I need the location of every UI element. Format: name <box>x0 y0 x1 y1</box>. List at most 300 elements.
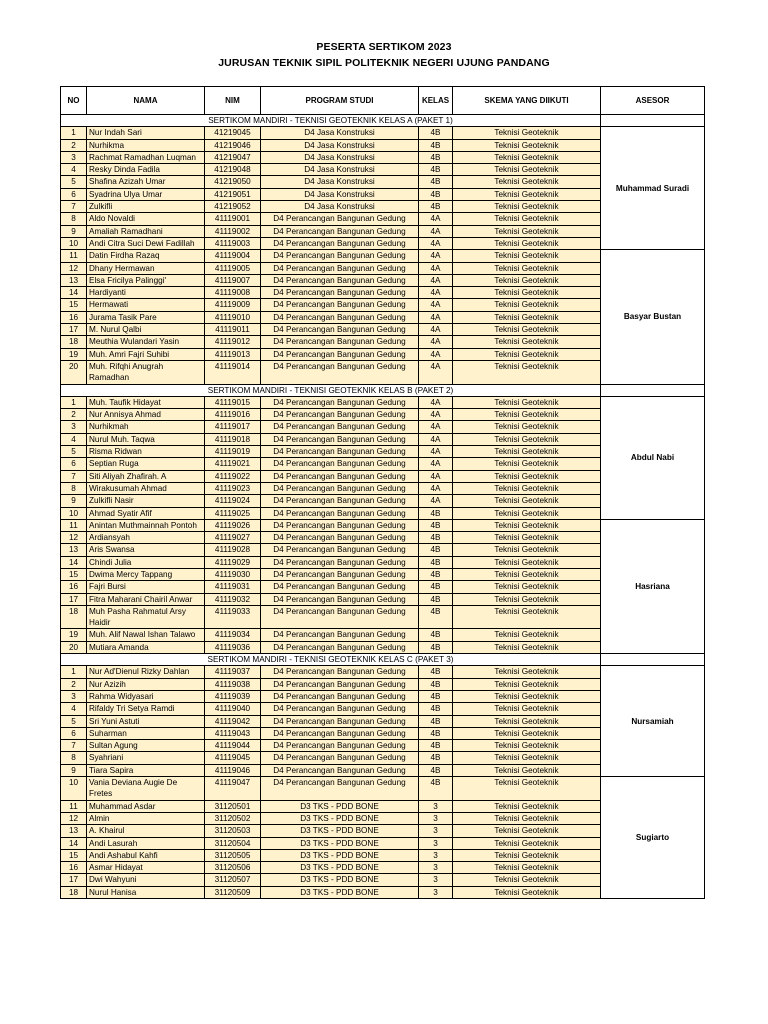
section-asesor-blank <box>601 115 705 127</box>
cell-program-studi: D4 Perancangan Bangunan Gedung <box>261 727 419 739</box>
cell-no: 17 <box>61 874 87 886</box>
cell-kelas: 4B <box>419 164 453 176</box>
table-body <box>61 115 705 899</box>
cell-program-studi: D4 Perancangan Bangunan Gedung <box>261 752 419 764</box>
table-row <box>61 777 705 801</box>
cell-no: 7 <box>61 740 87 752</box>
cell-nim: 41119027 <box>205 532 261 544</box>
cell-no: 10 <box>61 507 87 519</box>
cell-no: 20 <box>61 641 87 653</box>
cell-nama: Nur Indah Sari <box>87 127 205 139</box>
cell-program-studi: D4 Jasa Konstruksi <box>261 201 419 213</box>
cell-nama: Rachmat Ramadhan Luqman <box>87 151 205 163</box>
document-title: PESERTA SERTIKOM 2023 <box>316 41 452 53</box>
cell-kelas: 4B <box>419 727 453 739</box>
cell-nim: 41119019 <box>205 446 261 458</box>
cell-no: 13 <box>61 825 87 837</box>
cell-kelas: 4B <box>419 703 453 715</box>
cell-no: 15 <box>61 299 87 311</box>
cell-program-studi: D4 Perancangan Bangunan Gedung <box>261 396 419 408</box>
cell-skema: Teknisi Geoteknik <box>453 777 601 801</box>
cell-kelas: 3 <box>419 874 453 886</box>
cell-nama: Aldo Novaldi <box>87 213 205 225</box>
cell-program-studi: D4 Perancangan Bangunan Gedung <box>261 690 419 702</box>
cell-skema: Teknisi Geoteknik <box>453 287 601 299</box>
cell-skema: Teknisi Geoteknik <box>453 360 601 384</box>
cell-skema: Teknisi Geoteknik <box>453 507 601 519</box>
cell-no: 16 <box>61 581 87 593</box>
cell-nama: Wirakusumah Ahmad <box>87 482 205 494</box>
cell-no: 11 <box>61 250 87 262</box>
cell-nama: Almin <box>87 812 205 824</box>
cell-program-studi: D4 Perancangan Bangunan Gedung <box>261 568 419 580</box>
cell-no: 1 <box>61 396 87 408</box>
cell-nim: 41119038 <box>205 678 261 690</box>
cell-skema: Teknisi Geoteknik <box>453 849 601 861</box>
cell-skema: Teknisi Geoteknik <box>453 862 601 874</box>
cell-skema: Teknisi Geoteknik <box>453 250 601 262</box>
cell-nama: Hermawati <box>87 299 205 311</box>
cell-skema: Teknisi Geoteknik <box>453 151 601 163</box>
cell-nim: 31120505 <box>205 849 261 861</box>
cell-skema: Teknisi Geoteknik <box>453 556 601 568</box>
cell-nama: Septian Ruga <box>87 458 205 470</box>
cell-nama: Mutiara Amanda <box>87 641 205 653</box>
cell-skema: Teknisi Geoteknik <box>453 568 601 580</box>
cell-program-studi: D4 Perancangan Bangunan Gedung <box>261 507 419 519</box>
cell-kelas: 4A <box>419 225 453 237</box>
cell-no: 8 <box>61 482 87 494</box>
cell-skema: Teknisi Geoteknik <box>453 874 601 886</box>
cell-kelas: 4A <box>419 421 453 433</box>
cell-skema: Teknisi Geoteknik <box>453 740 601 752</box>
cell-skema: Teknisi Geoteknik <box>453 886 601 898</box>
cell-kelas: 4A <box>419 348 453 360</box>
cell-skema: Teknisi Geoteknik <box>453 727 601 739</box>
cell-program-studi: D3 TKS - PDD BONE <box>261 825 419 837</box>
cell-nama: Aris Swansa <box>87 544 205 556</box>
cell-no: 16 <box>61 862 87 874</box>
cell-nim: 41119007 <box>205 274 261 286</box>
cell-nama: Tiara Sapira <box>87 764 205 776</box>
table-row <box>61 127 705 139</box>
cell-skema: Teknisi Geoteknik <box>453 446 601 458</box>
cell-kelas: 4A <box>419 287 453 299</box>
cell-nim: 41119045 <box>205 752 261 764</box>
cell-skema: Teknisi Geoteknik <box>453 348 601 360</box>
cell-nama: Fajri Bursi <box>87 581 205 593</box>
cell-nama: A. Khairul <box>87 825 205 837</box>
cell-nim: 41119015 <box>205 396 261 408</box>
cell-kelas: 4B <box>419 666 453 678</box>
cell-nim: 41119021 <box>205 458 261 470</box>
cell-skema: Teknisi Geoteknik <box>453 396 601 408</box>
cell-kelas: 4B <box>419 678 453 690</box>
cell-nama: Nurul Muh. Taqwa <box>87 433 205 445</box>
cell-nim: 41119037 <box>205 666 261 678</box>
cell-nim: 41119025 <box>205 507 261 519</box>
cell-no: 6 <box>61 188 87 200</box>
cell-nama: Chindi Julia <box>87 556 205 568</box>
cell-no: 7 <box>61 201 87 213</box>
cell-program-studi: D4 Perancangan Bangunan Gedung <box>261 348 419 360</box>
cell-no: 12 <box>61 262 87 274</box>
cell-nim: 41119030 <box>205 568 261 580</box>
cell-program-studi: D4 Perancangan Bangunan Gedung <box>261 544 419 556</box>
cell-nim: 41119040 <box>205 703 261 715</box>
cell-kelas: 4B <box>419 568 453 580</box>
cell-kelas: 4B <box>419 556 453 568</box>
cell-nama: Siti Aliyah Zhafirah. A <box>87 470 205 482</box>
cell-nama: Rahma Widyasari <box>87 690 205 702</box>
cell-skema: Teknisi Geoteknik <box>453 812 601 824</box>
cell-skema: Teknisi Geoteknik <box>453 715 601 727</box>
cell-kelas: 4B <box>419 764 453 776</box>
cell-program-studi: D4 Perancangan Bangunan Gedung <box>261 703 419 715</box>
cell-nama: Nurhikmah <box>87 421 205 433</box>
cell-program-studi: D4 Perancangan Bangunan Gedung <box>261 360 419 384</box>
cell-program-studi: D4 Perancangan Bangunan Gedung <box>261 336 419 348</box>
cell-no: 1 <box>61 127 87 139</box>
cell-nim: 41119034 <box>205 629 261 641</box>
cell-nama: Anintan Muthmainnah Pontoh <box>87 519 205 531</box>
cell-kelas: 4B <box>419 715 453 727</box>
cell-nim: 41119023 <box>205 482 261 494</box>
cell-program-studi: D4 Perancangan Bangunan Gedung <box>261 666 419 678</box>
cell-program-studi: D4 Perancangan Bangunan Gedung <box>261 605 419 629</box>
cell-no: 3 <box>61 690 87 702</box>
cell-skema: Teknisi Geoteknik <box>453 581 601 593</box>
document-subtitle: JURUSAN TEKNIK SIPIL POLITEKNIK NEGERI UJUNG PANDANG <box>218 57 550 69</box>
cell-skema: Teknisi Geoteknik <box>453 188 601 200</box>
cell-nim: 41119026 <box>205 519 261 531</box>
cell-skema: Teknisi Geoteknik <box>453 764 601 776</box>
cell-program-studi: D4 Perancangan Bangunan Gedung <box>261 482 419 494</box>
cell-program-studi: D4 Jasa Konstruksi <box>261 127 419 139</box>
cell-no: 15 <box>61 568 87 580</box>
cell-nama: Muh. Alif Nawal Ishan Talawo <box>87 629 205 641</box>
cell-kelas: 4B <box>419 532 453 544</box>
cell-program-studi: D4 Perancangan Bangunan Gedung <box>261 421 419 433</box>
cell-skema: Teknisi Geoteknik <box>453 752 601 764</box>
cell-nim: 41119009 <box>205 299 261 311</box>
cell-nama: Elsa Fricilya Palinggi' <box>87 274 205 286</box>
cell-skema: Teknisi Geoteknik <box>453 433 601 445</box>
cell-skema: Teknisi Geoteknik <box>453 666 601 678</box>
cell-skema: Teknisi Geoteknik <box>453 605 601 629</box>
cell-no: 4 <box>61 703 87 715</box>
cell-nim: 41119029 <box>205 556 261 568</box>
cell-skema: Teknisi Geoteknik <box>453 274 601 286</box>
cell-nim: 31120507 <box>205 874 261 886</box>
cell-no: 3 <box>61 151 87 163</box>
cell-no: 17 <box>61 593 87 605</box>
cell-no: 16 <box>61 311 87 323</box>
section-row <box>61 654 705 666</box>
cell-program-studi: D4 Jasa Konstruksi <box>261 139 419 151</box>
cell-kelas: 4A <box>419 360 453 384</box>
cell-nama: Zulkifli <box>87 201 205 213</box>
cell-kelas: 4B <box>419 690 453 702</box>
cell-skema: Teknisi Geoteknik <box>453 164 601 176</box>
section-title: SERTIKOM MANDIRI - TEKNISI GEOTEKNIK KELAS C (PAKET 3) <box>61 654 601 666</box>
cell-kelas: 4A <box>419 299 453 311</box>
cell-nim: 41119011 <box>205 324 261 336</box>
cell-kelas: 4A <box>419 470 453 482</box>
cell-nim: 41119022 <box>205 470 261 482</box>
cell-no: 7 <box>61 470 87 482</box>
cell-program-studi: D3 TKS - PDD BONE <box>261 800 419 812</box>
cell-nim: 41119033 <box>205 605 261 629</box>
cell-program-studi: D4 Perancangan Bangunan Gedung <box>261 274 419 286</box>
cell-nim: 41119043 <box>205 727 261 739</box>
cell-skema: Teknisi Geoteknik <box>453 690 601 702</box>
cell-skema: Teknisi Geoteknik <box>453 262 601 274</box>
cell-skema: Teknisi Geoteknik <box>453 641 601 653</box>
cell-nama: Ardiansyah <box>87 532 205 544</box>
cell-program-studi: D4 Jasa Konstruksi <box>261 188 419 200</box>
cell-program-studi: D4 Perancangan Bangunan Gedung <box>261 311 419 323</box>
cell-kelas: 4B <box>419 752 453 764</box>
asesor-cell: Abdul Nabi <box>601 396 705 519</box>
cell-nama: Hardiyanti <box>87 287 205 299</box>
cell-program-studi: D3 TKS - PDD BONE <box>261 837 419 849</box>
cell-nama: Muhammad Asdar <box>87 800 205 812</box>
cell-nim: 41119004 <box>205 250 261 262</box>
cell-nama: Nur Ad'Dienul Rizky Dahlan <box>87 666 205 678</box>
cell-skema: Teknisi Geoteknik <box>453 593 601 605</box>
cell-no: 17 <box>61 324 87 336</box>
cell-nim: 41219045 <box>205 127 261 139</box>
cell-kelas: 4A <box>419 458 453 470</box>
cell-skema: Teknisi Geoteknik <box>453 176 601 188</box>
asesor-cell: Muhammad Suradi <box>601 127 705 250</box>
cell-program-studi: D4 Perancangan Bangunan Gedung <box>261 519 419 531</box>
cell-kelas: 4B <box>419 201 453 213</box>
cell-program-studi: D4 Perancangan Bangunan Gedung <box>261 740 419 752</box>
cell-no: 4 <box>61 433 87 445</box>
cell-no: 18 <box>61 336 87 348</box>
cell-program-studi: D4 Perancangan Bangunan Gedung <box>261 764 419 776</box>
cell-nim: 41219048 <box>205 164 261 176</box>
cell-skema: Teknisi Geoteknik <box>453 825 601 837</box>
cell-kelas: 4A <box>419 446 453 458</box>
cell-skema: Teknisi Geoteknik <box>453 837 601 849</box>
cell-nim: 41119003 <box>205 237 261 249</box>
cell-nim: 41119002 <box>205 225 261 237</box>
cell-nama: Shafina Azizah Umar <box>87 176 205 188</box>
cell-no: 6 <box>61 458 87 470</box>
cell-no: 19 <box>61 629 87 641</box>
cell-program-studi: D3 TKS - PDD BONE <box>261 862 419 874</box>
cell-kelas: 4A <box>419 433 453 445</box>
cell-nama: Dwi Wahyuni <box>87 874 205 886</box>
cell-kelas: 3 <box>419 862 453 874</box>
asesor-cell: Basyar Bustan <box>601 250 705 384</box>
cell-nama: Jurama Tasik Pare <box>87 311 205 323</box>
cell-nim: 41119036 <box>205 641 261 653</box>
cell-kelas: 4A <box>419 237 453 249</box>
asesor-cell: Sugiarto <box>601 777 705 899</box>
cell-kelas: 4B <box>419 593 453 605</box>
section-asesor-blank <box>601 654 705 666</box>
cell-nama: Risma Ridwan <box>87 446 205 458</box>
cell-nim: 31120509 <box>205 886 261 898</box>
cell-nim: 31120503 <box>205 825 261 837</box>
cell-kelas: 4B <box>419 777 453 801</box>
header-program-studi: PROGRAM STUDI <box>261 87 419 115</box>
cell-nim: 41119016 <box>205 409 261 421</box>
cell-skema: Teknisi Geoteknik <box>453 678 601 690</box>
cell-program-studi: D4 Perancangan Bangunan Gedung <box>261 678 419 690</box>
cell-nama: Ahmad Syatir Afif <box>87 507 205 519</box>
cell-no: 19 <box>61 348 87 360</box>
cell-program-studi: D4 Perancangan Bangunan Gedung <box>261 299 419 311</box>
cell-nama: Nurhikma <box>87 139 205 151</box>
cell-no: 13 <box>61 274 87 286</box>
cell-skema: Teknisi Geoteknik <box>453 409 601 421</box>
cell-no: 14 <box>61 287 87 299</box>
table-row <box>61 519 705 531</box>
cell-kelas: 3 <box>419 812 453 824</box>
cell-program-studi: D4 Perancangan Bangunan Gedung <box>261 458 419 470</box>
cell-kelas: 4B <box>419 188 453 200</box>
cell-skema: Teknisi Geoteknik <box>453 139 601 151</box>
cell-no: 5 <box>61 715 87 727</box>
cell-no: 2 <box>61 409 87 421</box>
cell-kelas: 3 <box>419 886 453 898</box>
cell-nim: 41119028 <box>205 544 261 556</box>
cell-kelas: 4A <box>419 213 453 225</box>
cell-nama: Resky Dinda Fadila <box>87 164 205 176</box>
section-row <box>61 115 705 127</box>
cell-skema: Teknisi Geoteknik <box>453 800 601 812</box>
cell-no: 18 <box>61 605 87 629</box>
cell-no: 12 <box>61 812 87 824</box>
cell-nim: 41119024 <box>205 495 261 507</box>
cell-nama: Nur Annisya Ahmad <box>87 409 205 421</box>
cell-no: 10 <box>61 237 87 249</box>
cell-no: 2 <box>61 139 87 151</box>
cell-nim: 41119008 <box>205 287 261 299</box>
cell-nim: 41119018 <box>205 433 261 445</box>
cell-kelas: 4A <box>419 262 453 274</box>
cell-program-studi: D4 Perancangan Bangunan Gedung <box>261 433 419 445</box>
cell-program-studi: D4 Perancangan Bangunan Gedung <box>261 556 419 568</box>
asesor-cell: Hasriana <box>601 519 705 653</box>
cell-no: 18 <box>61 886 87 898</box>
cell-nim: 41219051 <box>205 188 261 200</box>
cell-nim: 41219052 <box>205 201 261 213</box>
cell-skema: Teknisi Geoteknik <box>453 519 601 531</box>
header-skema: SKEMA YANG DIIKUTI <box>453 87 601 115</box>
cell-program-studi: D3 TKS - PDD BONE <box>261 849 419 861</box>
cell-program-studi: D4 Perancangan Bangunan Gedung <box>261 225 419 237</box>
cell-no: 11 <box>61 800 87 812</box>
cell-no: 5 <box>61 176 87 188</box>
cell-no: 9 <box>61 495 87 507</box>
cell-program-studi: D4 Perancangan Bangunan Gedung <box>261 446 419 458</box>
cell-program-studi: D4 Perancangan Bangunan Gedung <box>261 324 419 336</box>
cell-nim: 41119010 <box>205 311 261 323</box>
cell-nama: Muh. Rifqhi Anugrah Ramadhan <box>87 360 205 384</box>
cell-nama: Andi Lasurah <box>87 837 205 849</box>
cell-nim: 41119031 <box>205 581 261 593</box>
cell-nim: 41119014 <box>205 360 261 384</box>
cell-program-studi: D4 Jasa Konstruksi <box>261 176 419 188</box>
cell-nama: Muh Pasha Rahmatul Arsy Haidir <box>87 605 205 629</box>
table-row <box>61 396 705 408</box>
cell-skema: Teknisi Geoteknik <box>453 213 601 225</box>
cell-program-studi: D3 TKS - PDD BONE <box>261 874 419 886</box>
cell-nim: 41219050 <box>205 176 261 188</box>
cell-no: 12 <box>61 532 87 544</box>
cell-skema: Teknisi Geoteknik <box>453 127 601 139</box>
cell-program-studi: D4 Perancangan Bangunan Gedung <box>261 213 419 225</box>
cell-nama: Nur Azizih <box>87 678 205 690</box>
cell-nama: Vania Deviana Augie De Fretes <box>87 777 205 801</box>
cell-kelas: 4B <box>419 605 453 629</box>
cell-program-studi: D4 Perancangan Bangunan Gedung <box>261 287 419 299</box>
cell-nama: Datin Firdha Razaq <box>87 250 205 262</box>
cell-nama: Dwima Mercy Tappang <box>87 568 205 580</box>
cell-nim: 41119042 <box>205 715 261 727</box>
cell-skema: Teknisi Geoteknik <box>453 458 601 470</box>
cell-no: 20 <box>61 360 87 384</box>
cell-nim: 41119005 <box>205 262 261 274</box>
cell-no: 14 <box>61 556 87 568</box>
cell-kelas: 4A <box>419 250 453 262</box>
section-title: SERTIKOM MANDIRI - TEKNISI GEOTEKNIK KELAS A (PAKET 1) <box>61 115 601 127</box>
cell-kelas: 4B <box>419 581 453 593</box>
cell-skema: Teknisi Geoteknik <box>453 629 601 641</box>
cell-nim: 41119001 <box>205 213 261 225</box>
cell-kelas: 4A <box>419 396 453 408</box>
cell-program-studi: D4 Jasa Konstruksi <box>261 151 419 163</box>
table-row <box>61 666 705 678</box>
cell-no: 3 <box>61 421 87 433</box>
cell-kelas: 3 <box>419 849 453 861</box>
cell-skema: Teknisi Geoteknik <box>453 299 601 311</box>
cell-skema: Teknisi Geoteknik <box>453 495 601 507</box>
cell-nim: 31120501 <box>205 800 261 812</box>
cell-nama: Amaliah Ramadhani <box>87 225 205 237</box>
cell-nim: 41219046 <box>205 139 261 151</box>
cell-kelas: 4A <box>419 495 453 507</box>
cell-skema: Teknisi Geoteknik <box>453 311 601 323</box>
cell-nama: Muh. Taufik Hidayat <box>87 396 205 408</box>
cell-program-studi: D4 Perancangan Bangunan Gedung <box>261 641 419 653</box>
cell-kelas: 3 <box>419 837 453 849</box>
cell-program-studi: D4 Perancangan Bangunan Gedung <box>261 237 419 249</box>
cell-kelas: 4B <box>419 151 453 163</box>
cell-nama: Suharman <box>87 727 205 739</box>
cell-program-studi: D4 Perancangan Bangunan Gedung <box>261 532 419 544</box>
cell-nama: Syahriani <box>87 752 205 764</box>
section-title: SERTIKOM MANDIRI - TEKNISI GEOTEKNIK KELAS B (PAKET 2) <box>61 384 601 396</box>
cell-program-studi: D4 Perancangan Bangunan Gedung <box>261 629 419 641</box>
cell-skema: Teknisi Geoteknik <box>453 201 601 213</box>
table-header-row <box>61 87 705 115</box>
cell-kelas: 4B <box>419 176 453 188</box>
cell-program-studi: D4 Perancangan Bangunan Gedung <box>261 495 419 507</box>
cell-nama: Asmar Hidayat <box>87 862 205 874</box>
cell-nama: Dhany Hermawan <box>87 262 205 274</box>
cell-no: 10 <box>61 777 87 801</box>
cell-skema: Teknisi Geoteknik <box>453 421 601 433</box>
cell-skema: Teknisi Geoteknik <box>453 324 601 336</box>
cell-program-studi: D4 Perancangan Bangunan Gedung <box>261 250 419 262</box>
